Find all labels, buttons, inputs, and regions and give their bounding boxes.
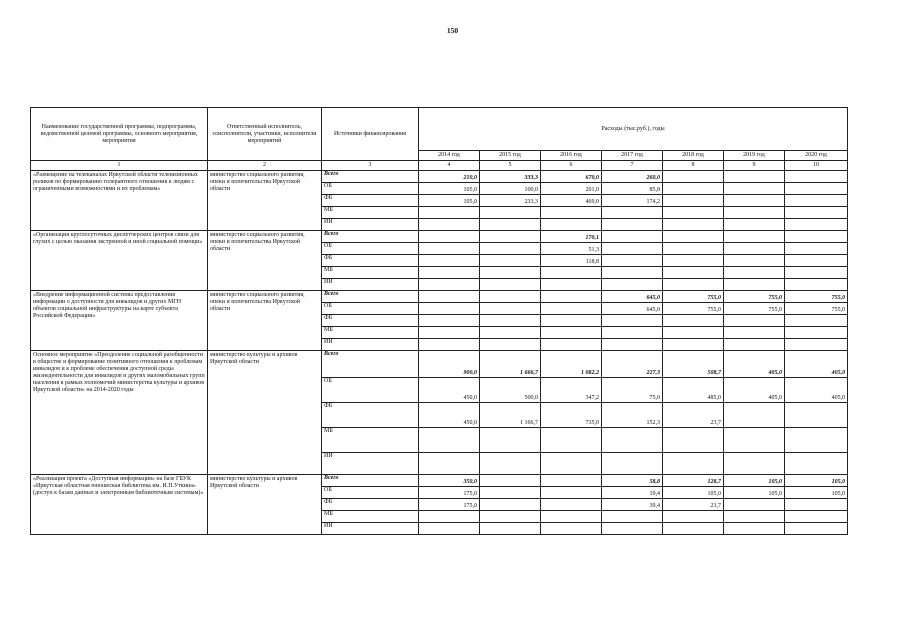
expense-value: [724, 279, 785, 291]
header-expenses: Расходы (тыс.руб.), годы: [419, 108, 848, 151]
expense-value: [419, 428, 480, 453]
expense-value: 105,0: [785, 487, 848, 499]
expense-value: [785, 499, 848, 511]
expense-value: 105,0: [724, 475, 785, 487]
expense-value: 1 166,7: [480, 403, 541, 428]
funding-source: ИИ: [322, 279, 419, 291]
expense-value: 118,8: [541, 255, 602, 267]
expense-value: 485,0: [663, 378, 724, 403]
funding-source: ФБ: [322, 403, 419, 428]
expense-value: 170,1: [541, 231, 602, 243]
column-number: 3: [322, 161, 419, 171]
expense-value: 23,7: [663, 403, 724, 428]
expense-value: [785, 523, 848, 535]
expense-value: 233,3: [480, 195, 541, 207]
program-name: «Реализация проекта «Доступная информация» на базе ГБУК «Иркутская областная юношеская библиотека им. И.П.Уткина» (доступ к базам данных и электронным библиотечным системам)»: [31, 475, 208, 535]
expense-value: 333,3: [480, 171, 541, 183]
program-executor: министерство социального развития, опеки и попечительства Иркутской области: [208, 171, 322, 231]
expense-value: 405,0: [785, 378, 848, 403]
expense-value: [419, 511, 480, 523]
expense-value: [541, 453, 602, 475]
header-year: 2014 год: [419, 151, 480, 161]
expense-value: [419, 207, 480, 219]
funding-source: Всего: [322, 351, 419, 378]
expense-value: [663, 183, 724, 195]
funding-source: ОБ: [322, 243, 419, 255]
expense-value: 645,0: [602, 303, 663, 315]
expense-value: [541, 303, 602, 315]
table-row: [31, 171, 848, 183]
header-year: 2019 год: [724, 151, 785, 161]
expense-value: 350,0: [419, 475, 480, 487]
expense-value: [663, 207, 724, 219]
expense-value: 260,0: [602, 171, 663, 183]
expense-value: 39,4: [602, 499, 663, 511]
expenses-table: [30, 107, 848, 535]
expense-value: [419, 327, 480, 339]
expense-value: [480, 231, 541, 243]
program-executor: министерство культуры и архивов Иркутской области: [208, 351, 322, 475]
expense-value: [724, 183, 785, 195]
expense-value: [541, 315, 602, 327]
expense-value: [541, 475, 602, 487]
expense-value: 900,0: [419, 351, 480, 378]
expense-value: [724, 339, 785, 351]
funding-source: ФБ: [322, 255, 419, 267]
expense-value: 755,0: [724, 303, 785, 315]
expense-value: 174,2: [602, 195, 663, 207]
expense-value: [663, 315, 724, 327]
expense-value: [602, 428, 663, 453]
expense-value: 755,0: [663, 291, 724, 303]
expense-value: [541, 207, 602, 219]
funding-source: МБ: [322, 428, 419, 453]
column-number: 10: [785, 161, 848, 171]
expense-value: 755,0: [724, 291, 785, 303]
expense-value: [663, 339, 724, 351]
header-year: 2016 год: [541, 151, 602, 161]
program-executor: министерство культуры и архивов Иркутской области: [208, 475, 322, 535]
column-number: 4: [419, 161, 480, 171]
expense-value: 105,0: [663, 487, 724, 499]
funding-source: ИИ: [322, 219, 419, 231]
expense-value: [602, 523, 663, 535]
expense-value: [724, 255, 785, 267]
expense-value: [419, 279, 480, 291]
column-number: 9: [724, 161, 785, 171]
header-executor: Ответственный исполнитель, соисполнители, участники, исполнители мероприятий: [208, 108, 322, 161]
expense-value: 19,4: [602, 487, 663, 499]
expense-value: 469,0: [541, 195, 602, 207]
expense-value: [419, 255, 480, 267]
expense-value: [785, 183, 848, 195]
expense-value: [602, 219, 663, 231]
expense-value: [602, 327, 663, 339]
expense-value: [663, 171, 724, 183]
expense-value: [785, 255, 848, 267]
expense-value: [785, 403, 848, 428]
expense-value: [480, 255, 541, 267]
expense-value: 755,0: [663, 303, 724, 315]
expense-value: 755,0: [785, 291, 848, 303]
program-name: «Организация круглосуточных диспетчерских центров связи для глухих с целью оказания экстренной и иной социальной помощи»: [31, 231, 208, 291]
expense-value: [724, 231, 785, 243]
program-name: «Внедрение информационной системы предоставления информации о доступности для инвалидов и других МГН объектов социальной инфраструктуры на карте субъекта Российской Федерации»: [31, 291, 208, 351]
expense-value: [419, 339, 480, 351]
funding-source: ФБ: [322, 315, 419, 327]
expense-value: 100,0: [480, 183, 541, 195]
expense-value: 670,0: [541, 171, 602, 183]
expense-value: [419, 243, 480, 255]
expense-value: [541, 523, 602, 535]
expense-value: 735,0: [541, 403, 602, 428]
funding-source: ИИ: [322, 339, 419, 351]
expense-value: [480, 499, 541, 511]
page-number: 150: [446, 26, 459, 35]
expense-value: [480, 207, 541, 219]
funding-source: ОБ: [322, 303, 419, 315]
expense-value: [724, 219, 785, 231]
funding-source: ФБ: [322, 195, 419, 207]
expense-value: [785, 511, 848, 523]
expense-value: [785, 453, 848, 475]
expense-value: 1 082,2: [541, 351, 602, 378]
header-year: 2015 год: [480, 151, 541, 161]
expense-value: [724, 499, 785, 511]
funding-source: МБ: [322, 267, 419, 279]
funding-source: Всего: [322, 291, 419, 303]
expense-value: [480, 523, 541, 535]
expense-value: [419, 303, 480, 315]
expense-value: [785, 171, 848, 183]
expense-value: [541, 291, 602, 303]
expense-value: 105,0: [785, 475, 848, 487]
expense-value: [419, 267, 480, 279]
expense-value: [663, 267, 724, 279]
expense-value: [602, 453, 663, 475]
expense-value: [724, 403, 785, 428]
header-year: 2018 год: [663, 151, 724, 161]
expense-value: 500,0: [480, 378, 541, 403]
expense-value: [480, 267, 541, 279]
expense-value: [541, 428, 602, 453]
expense-value: [480, 428, 541, 453]
expense-value: 755,0: [785, 303, 848, 315]
expense-value: [663, 511, 724, 523]
expense-value: [724, 327, 785, 339]
expense-value: [541, 267, 602, 279]
expense-value: [785, 428, 848, 453]
expense-value: [480, 219, 541, 231]
expense-value: 175,0: [419, 487, 480, 499]
funding-source: ОБ: [322, 487, 419, 499]
expense-value: [602, 243, 663, 255]
program-name: «Размещение на телеканалах Иркутской области телевизионных роликов по формированию толерантного отношения к людям с ограниченными возможностями и их проблемам»: [31, 171, 208, 231]
expense-value: [724, 523, 785, 535]
program-executor: министерство социального развития, опеки и попечительства Иркутской области: [208, 231, 322, 291]
column-number: 7: [602, 161, 663, 171]
expense-value: [724, 195, 785, 207]
expense-value: [480, 475, 541, 487]
table-row: [31, 475, 848, 487]
expense-value: [724, 511, 785, 523]
expense-value: [663, 195, 724, 207]
expense-value: 227,3: [602, 351, 663, 378]
expense-value: [602, 207, 663, 219]
expense-value: [480, 453, 541, 475]
funding-source: Всего: [322, 231, 419, 243]
expense-value: 645,0: [602, 291, 663, 303]
header-name: Наименование государственной программы, подпрограммы, ведомственной целевой программы, основного мероприятия, мероприятия: [31, 108, 208, 161]
expense-value: [480, 303, 541, 315]
header-year: 2017 год: [602, 151, 663, 161]
expense-value: [419, 453, 480, 475]
expense-value: [480, 279, 541, 291]
expense-value: 85,8: [602, 183, 663, 195]
expense-value: 347,2: [541, 378, 602, 403]
column-number: 2: [208, 161, 322, 171]
expense-value: 210,0: [419, 171, 480, 183]
expense-value: [541, 499, 602, 511]
program-executor: министерство социального развития, опеки и попечительства Иркутской области: [208, 291, 322, 351]
table-row: [31, 231, 848, 243]
expense-value: [541, 487, 602, 499]
column-number: 1: [31, 161, 208, 171]
funding-source: ИИ: [322, 453, 419, 475]
expense-value: [785, 219, 848, 231]
expense-value: [602, 315, 663, 327]
expense-value: [602, 267, 663, 279]
expense-value: [480, 487, 541, 499]
expense-value: 450,0: [419, 378, 480, 403]
expense-value: 105,0: [419, 195, 480, 207]
expense-value: 23,7: [663, 499, 724, 511]
expense-value: [724, 207, 785, 219]
expense-value: 75,0: [602, 378, 663, 403]
expense-value: [724, 453, 785, 475]
header-source: Источники финансирования: [322, 108, 419, 161]
expense-value: [419, 291, 480, 303]
expense-value: [724, 315, 785, 327]
expense-value: [480, 327, 541, 339]
expense-value: 51,3: [541, 243, 602, 255]
program-name: Основное мероприятие «Преодоление социальной разобщенности в обществе и формирование позитивного отношения к проблемам инвалидов и к проблеме обеспечения доступной среды жизнедеятельности для инвалидов и других маломобильных групп населения в рамках полномочий министерства культуры и архивов Иркутской области» на 2014-2020 годы: [31, 351, 208, 475]
funding-source: ИИ: [322, 523, 419, 535]
expense-value: [602, 339, 663, 351]
funding-source: Всего: [322, 171, 419, 183]
expense-value: 450,0: [419, 403, 480, 428]
funding-source: ОБ: [322, 183, 419, 195]
expense-value: [785, 231, 848, 243]
expense-value: [419, 231, 480, 243]
column-number: 6: [541, 161, 602, 171]
header-year: 2020 год: [785, 151, 848, 161]
expense-value: 128,7: [663, 475, 724, 487]
expense-value: [663, 279, 724, 291]
expense-value: [663, 327, 724, 339]
expense-value: 508,7: [663, 351, 724, 378]
expense-value: [663, 255, 724, 267]
expense-value: 201,0: [541, 183, 602, 195]
expense-value: [419, 219, 480, 231]
expense-value: [541, 511, 602, 523]
expense-value: 405,0: [724, 378, 785, 403]
expense-value: [785, 315, 848, 327]
expense-value: [541, 279, 602, 291]
expense-value: 405,0: [724, 351, 785, 378]
expense-value: [419, 523, 480, 535]
expense-value: 58,8: [602, 475, 663, 487]
funding-source: Всего: [322, 475, 419, 487]
expense-value: [602, 511, 663, 523]
expense-value: 105,0: [724, 487, 785, 499]
expense-value: [602, 231, 663, 243]
expense-value: [663, 428, 724, 453]
expense-value: [785, 327, 848, 339]
expense-value: [785, 243, 848, 255]
expense-value: 175,0: [419, 499, 480, 511]
funding-source: ФБ: [322, 499, 419, 511]
expense-value: [541, 339, 602, 351]
expense-value: [785, 195, 848, 207]
expense-value: [724, 171, 785, 183]
funding-source: МБ: [322, 327, 419, 339]
expense-value: [602, 279, 663, 291]
expense-value: [419, 315, 480, 327]
expense-value: 405,0: [785, 351, 848, 378]
expense-value: [480, 511, 541, 523]
expense-value: [480, 291, 541, 303]
expense-value: [724, 267, 785, 279]
expense-value: [663, 243, 724, 255]
expense-value: [541, 219, 602, 231]
expense-value: 152,3: [602, 403, 663, 428]
expense-value: [724, 428, 785, 453]
expense-value: [663, 453, 724, 475]
expense-value: [663, 523, 724, 535]
funding-source: ОБ: [322, 378, 419, 403]
expense-value: 105,0: [419, 183, 480, 195]
expense-value: [785, 339, 848, 351]
column-number: 8: [663, 161, 724, 171]
expense-value: [785, 279, 848, 291]
expense-value: [480, 339, 541, 351]
expense-value: [663, 231, 724, 243]
table-row: [31, 351, 848, 378]
funding-source: МБ: [322, 207, 419, 219]
expense-value: [785, 267, 848, 279]
expense-value: [724, 243, 785, 255]
expense-value: [480, 315, 541, 327]
expense-value: [480, 243, 541, 255]
expense-value: 1 666,7: [480, 351, 541, 378]
column-number: 5: [480, 161, 541, 171]
expense-value: [663, 219, 724, 231]
expense-value: [602, 255, 663, 267]
expense-value: [785, 207, 848, 219]
expense-value: [541, 327, 602, 339]
table-row: [31, 291, 848, 303]
funding-source: МБ: [322, 511, 419, 523]
